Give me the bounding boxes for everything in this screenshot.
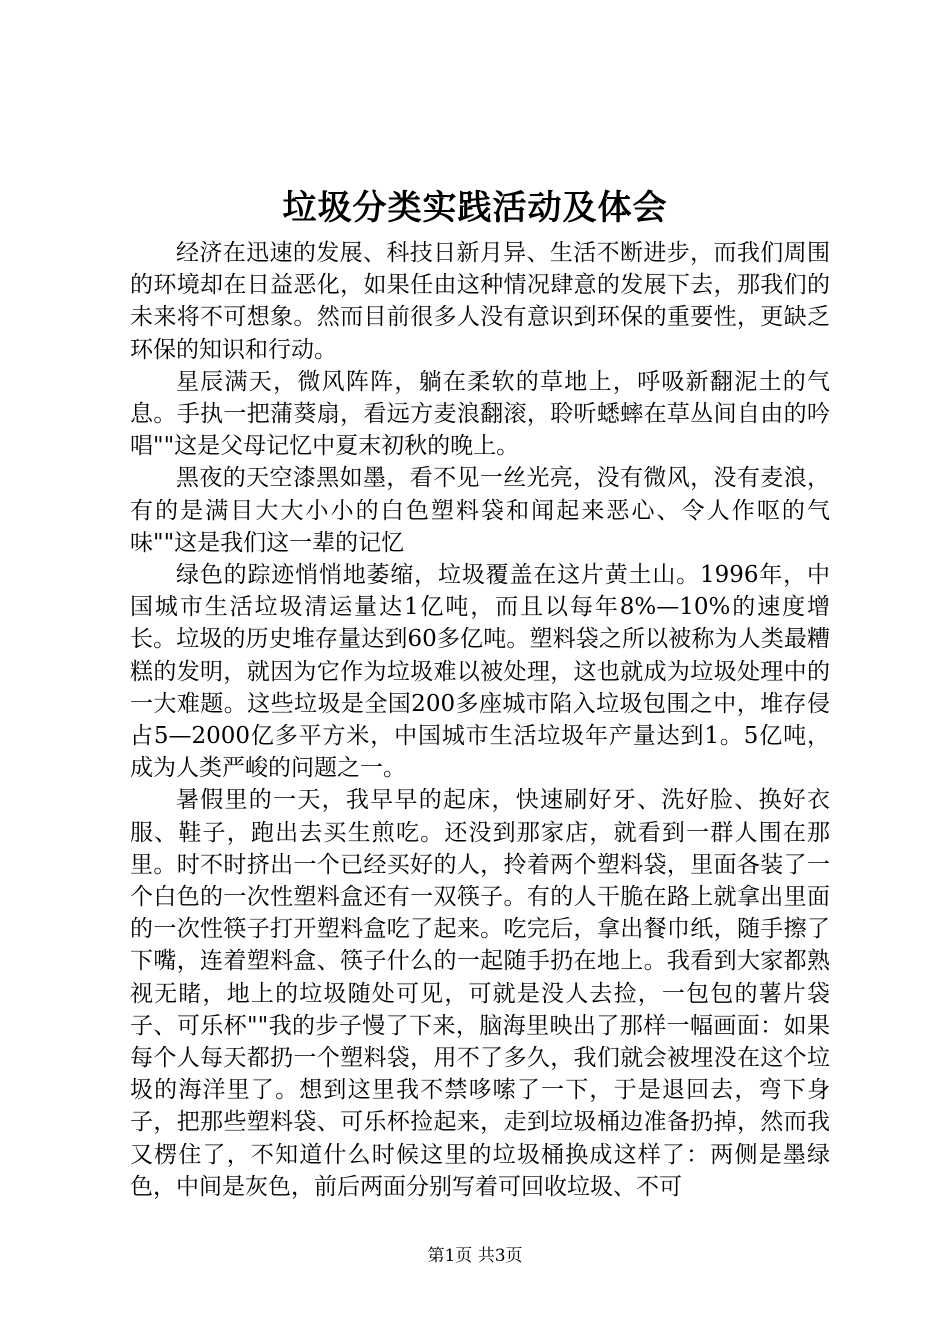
paragraph: 经济在迅速的发展、科技日新月异、生活不断进步，而我们周围的环境却在日益恶化，如果任由这种情况肆意的发展下去，那我们的未来将不可想象。然而目前很多人没有意识到环保的重要性，更缺乏环保的知识和行动。 [130, 240, 830, 363]
paragraph: 星辰满天，微风阵阵，躺在柔软的草地上，呼吸新翻泥土的气息。手执一把蒲葵扇，看远方麦浪翻滚，聆听蟋蟀在草丛间自由的吟唱""这是父母记忆中夏末初秋的晚上。 [130, 368, 830, 460]
paragraph: 黑夜的天空漆黑如墨，看不见一丝光亮，没有微风，没有麦浪，有的是满目大大小小的白色塑料袋和闻起来恶心、令人作呕的气味""这是我们这一辈的记忆 [130, 465, 830, 556]
page-footer: 第1页 共3页 [427, 1246, 523, 1266]
document-title: 垃圾分类实践活动及体会 [282, 188, 668, 228]
paragraph: 绿色的踪迹悄悄地萎缩，垃圾覆盖在这片黄土山。1996年，中国城市生活垃圾清运量达1亿吨，而且以每年8%—10%的速度增长。垃圾的历史堆存量达到60多亿吨。塑料袋之所以被称为人类最糟糕的发明，就因为它作为垃圾难以被处理，这也就成为垃圾处理中的一大难题。这些垃圾是全国200多座城市陷入垃圾包围之中，堆存侵占5—2000亿多平方米，中国城市生活垃圾年产量达到1。5亿吨，成为人类严峻的问题之一。 [130, 562, 830, 782]
document-body [130, 237, 830, 1203]
paragraph: 暑假里的一天，我早早的起床，快速刷好牙、洗好脸、换好衣服、鞋子，跑出去买生煎吃。还没到那家店，就看到一群人围在那里。时不时挤出一个已经买好的人，拎着两个塑料袋，里面各装了一个白色的一次性塑料盒还有一双筷子。有的人干脆在路上就拿出里面的一次性筷子打开塑料盒吃了起来。吃完后，拿出餐巾纸，随手擦了下嘴，连着塑料盒、筷子什么的一起随手扔在地上。我看到大家都熟视无睹，地上的垃圾随处可见，可就是没人去捡，一包包的薯片袋子、可乐杯""我的步子慢了下来，脑海里映出了那样一幅画面：如果每个人每天都扔一个塑料袋，用不了多久，我们就会被埋没在这个垃圾的海洋里了。想到这里我不禁哆嗦了一下，于是退回去，弯下身子，把那些塑料袋、可乐杯捡起来，走到垃圾桶边准备扔掉，然而我又楞住了，不知道什么时候这里的垃圾桶换成这样了：两侧是墨绿色，中间是灰色，前后两面分别写着可回收垃圾、不可 [130, 787, 830, 1200]
